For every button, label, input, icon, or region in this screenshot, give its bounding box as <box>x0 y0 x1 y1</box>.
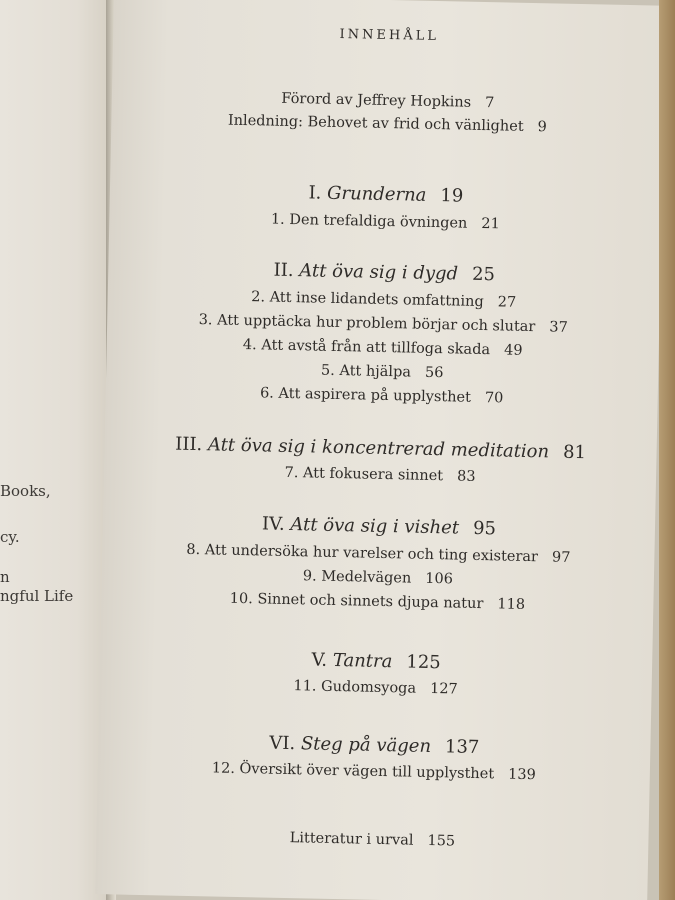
left-page-fragment: cy. <box>0 528 20 546</box>
part-title: Grunderna <box>326 182 427 206</box>
chapter-label: 9. Medelvägen <box>302 568 412 587</box>
part-page: 125 <box>406 651 441 674</box>
entry-title: Litteratur i urval <box>289 830 414 849</box>
chapter-page: 21 <box>481 215 500 233</box>
left-page-fragment: ngful Life <box>0 587 74 605</box>
chapter-entry <box>106 358 658 386</box>
chapter-entry <box>98 758 650 786</box>
part-numeral: IV. <box>261 513 285 535</box>
wooden-table-edge <box>659 0 675 900</box>
part-title: Steg på vägen <box>300 733 432 758</box>
part-heading <box>108 256 660 289</box>
part-numeral: VI. <box>269 732 296 755</box>
left-page-fragment: n <box>0 568 10 586</box>
chapter-page: 56 <box>424 364 444 382</box>
chapter-label: 1. Den trefaldiga övningen <box>270 211 468 232</box>
entry-title: Förord av Jeffrey Hopkins <box>281 90 472 111</box>
table-of-contents <box>95 0 666 900</box>
chapter-page: 83 <box>456 468 476 485</box>
chapter-label: 4. Att avstå från att tillfoga skada <box>242 336 491 359</box>
part-title: Tantra <box>332 649 393 673</box>
entry-page: 9 <box>537 119 548 136</box>
chapter-page: 118 <box>497 596 526 613</box>
chapter-label: 5. Att hjälpa <box>320 362 412 381</box>
entry-page: 155 <box>427 832 456 850</box>
chapter-entry <box>108 286 660 314</box>
chapter-label: 11. Gudomsyoga <box>293 678 417 697</box>
chapter-page: 49 <box>503 342 523 359</box>
chapter-entry <box>107 310 659 338</box>
part-heading <box>103 510 655 543</box>
chapter-label: 2. Att inse lidandets omfattning <box>251 289 484 311</box>
part-heading <box>110 178 662 211</box>
left-page-fragment: Books, <box>0 482 51 500</box>
entry-page: 7 <box>484 95 495 112</box>
chapter-page: 70 <box>484 390 504 407</box>
chapter-label: 3. Att upptäcka hur problem börjar och slutar <box>198 312 536 336</box>
toc-heading: INNEHÅLL <box>339 26 440 45</box>
chapter-label: 6. Att aspirera på upplysthet <box>259 385 472 406</box>
part-page: 81 <box>562 441 587 464</box>
part-page: 19 <box>440 185 464 207</box>
chapter-entry <box>99 674 651 702</box>
part-heading <box>98 729 650 762</box>
chapter-entry <box>102 540 654 568</box>
chapter-label: 7. Att fokusera sinnet <box>284 464 444 485</box>
left-page <box>0 0 110 900</box>
chapter-entry <box>107 334 659 362</box>
part-page: 95 <box>472 517 497 540</box>
toc-entry <box>111 110 663 138</box>
chapter-page: 106 <box>425 570 454 588</box>
part-heading <box>104 432 656 465</box>
part-numeral: III. <box>174 433 203 456</box>
right-page <box>95 0 666 900</box>
chapter-label: 8. Att undersöka hur varelser och ting existerar <box>186 541 539 566</box>
chapter-entry <box>102 564 654 592</box>
chapter-page: 27 <box>497 294 517 311</box>
part-page: 25 <box>471 263 496 286</box>
chapter-page: 97 <box>551 549 571 566</box>
entry-title: Inledning: Behovet av frid och vänlighet <box>227 112 524 135</box>
part-title: Att öva sig i dygd <box>299 260 459 285</box>
chapter-entry <box>101 588 653 616</box>
chapter-entry <box>109 208 661 236</box>
part-numeral: V. <box>311 649 328 671</box>
chapter-entry <box>104 461 656 489</box>
chapter-page: 37 <box>549 319 568 336</box>
part-numeral: I. <box>308 182 322 204</box>
chapter-page: 127 <box>429 680 458 698</box>
chapter-label: 10. Sinnet och sinnets djupa natur <box>229 590 484 613</box>
chapter-entry <box>106 382 658 410</box>
chapter-page: 139 <box>507 766 536 784</box>
part-page: 137 <box>444 736 480 759</box>
part-title: Att öva sig i vishet <box>290 514 460 539</box>
chapter-label: 12. Översikt över vägen till upplysthet <box>211 760 495 783</box>
toc-entry <box>96 826 648 854</box>
toc-entry <box>112 87 664 115</box>
part-heading <box>100 645 652 678</box>
part-title: Att öva sig i koncentrerad meditation <box>207 434 550 463</box>
part-numeral: II. <box>273 259 294 282</box>
